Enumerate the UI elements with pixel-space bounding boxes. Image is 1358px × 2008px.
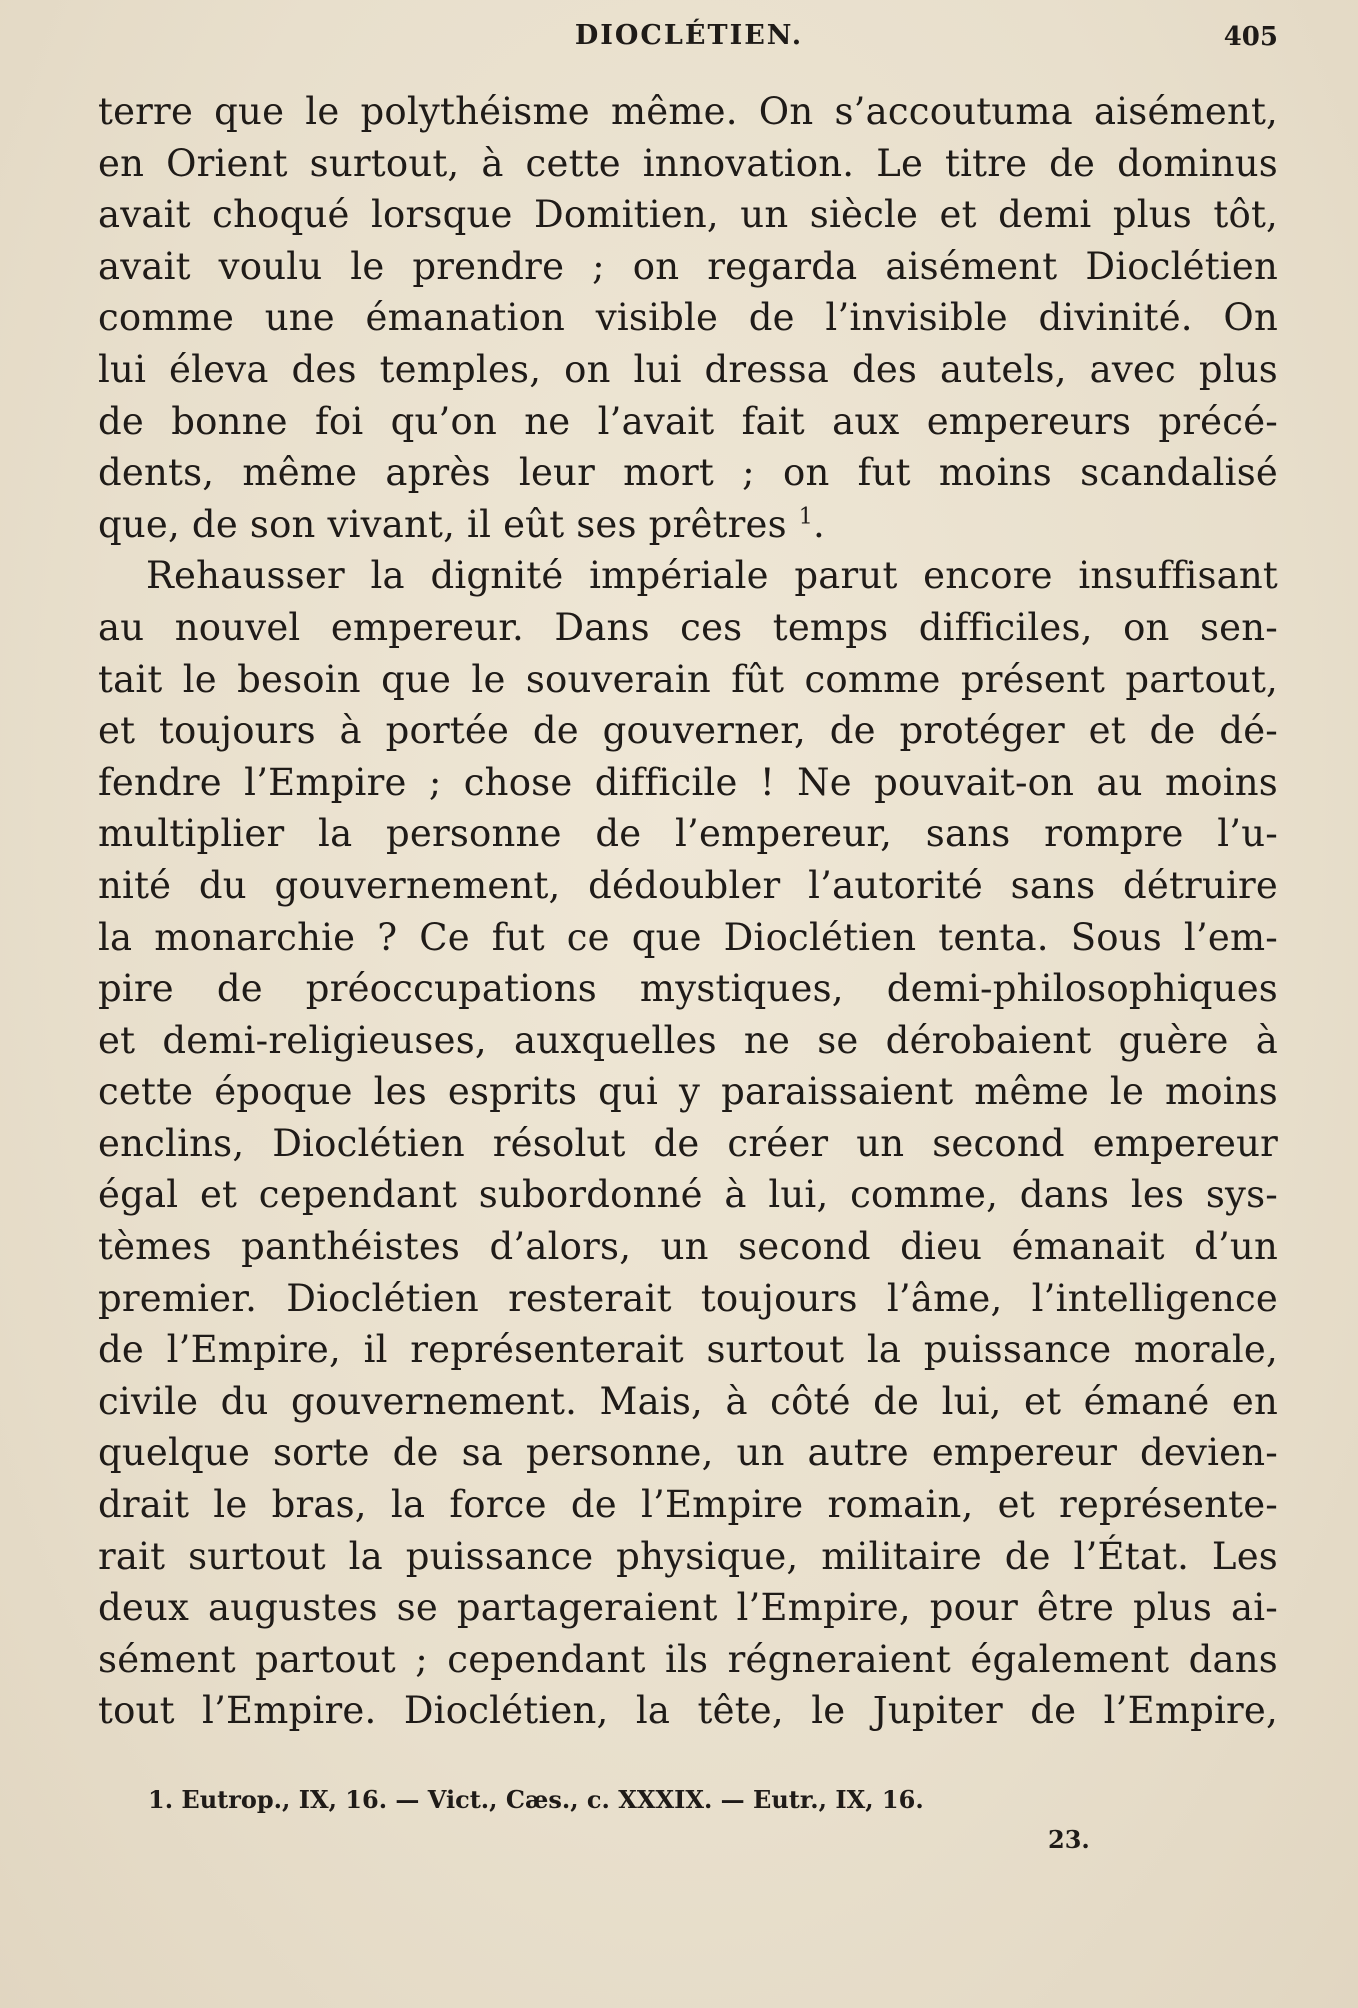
paragraph-2 [98, 550, 1278, 1737]
text-line: premier. Dioclétien resterait toujours l’âme, l’intelligence [98, 1276, 1278, 1320]
text-line: de bonne foi qu’on ne l’avait fait aux empereurs précé- [98, 399, 1278, 443]
text-line: rait surtout la puissance physique, militaire de l’État. Les [98, 1534, 1278, 1578]
text-line: civile du gouvernement. Mais, à côté de lui, et émané en [98, 1379, 1278, 1423]
text-line: dents, même après leur mort ; on fut moins scandalisé [98, 451, 1278, 495]
running-title: DIOCLÉTIEN. [574, 20, 804, 51]
footnote: 1. Eutrop., IX, 16. — Vict., Cæs., c. XXXIX. — Eutr., IX, 16. [148, 1785, 924, 1814]
footnote-reference: 1 [798, 504, 813, 530]
text-line: au nouvel empereur. Dans ces temps difficiles, on sen- [98, 605, 1278, 649]
text-line: Rehausser la dignité impériale parut encore insuffisant [146, 554, 1278, 598]
text-line: et demi-religieuses, auxquelles ne se dérobaient guère à [98, 1018, 1278, 1062]
text-line: égal et cependant subordonné à lui, comme, dans les sys- [98, 1173, 1278, 1217]
text-line: drait le bras, la force de l’Empire romain, et représente- [98, 1483, 1278, 1527]
text-line: en Orient surtout, à cette innovation. Le titre de dominus [98, 141, 1278, 185]
page-number: 405 [1223, 22, 1278, 52]
text-line: de l’Empire, il représenterait surtout la puissance morale, [98, 1328, 1278, 1372]
text-line: nité du gouvernement, dédoubler l’autorité sans détruire [98, 863, 1278, 907]
running-head [100, 16, 1278, 72]
text-line: lui éleva des temples, on lui dressa des autels, avec plus [98, 347, 1278, 391]
text-line: multiplier la personne de l’empereur, sans rompre l’u- [98, 812, 1278, 856]
text-line: tout l’Empire. Dioclétien, la tête, le Jupiter de l’Empire, [98, 1689, 1278, 1733]
text-line: terre que le polythéisme même. On s’accoutuma aisément, [98, 90, 1278, 133]
signature-mark: 23. [1048, 1825, 1090, 1854]
sentence-period: . [812, 502, 825, 546]
body-text [98, 86, 1278, 1737]
text-line-content: que, de son vivant, il eût ses prêtres [98, 502, 787, 546]
text-line: comme une émanation visible de l’invisible divinité. On [98, 296, 1278, 340]
text-line: pire de préoccupations mystiques, demi-philosophiques [98, 967, 1278, 1011]
text-line: avait choqué lorsque Domitien, un siècle et demi plus tôt, [98, 193, 1278, 237]
text-line [98, 499, 1278, 551]
text-line: sément partout ; cependant ils régneraient également dans [98, 1637, 1278, 1681]
text-line: cette époque les esprits qui y paraissaient même le moins [98, 1070, 1278, 1114]
paragraph-1 [98, 86, 1278, 550]
text-line: enclins, Dioclétien résolut de créer un second empereur [98, 1121, 1278, 1165]
text-line: et toujours à portée de gouverner, de protéger et de dé- [98, 709, 1278, 753]
text-line: avait voulu le prendre ; on regarda aisément Dioclétien [98, 244, 1278, 288]
text-line: deux augustes se partageraient l’Empire, pour être plus ai- [98, 1586, 1278, 1630]
text-line: fendre l’Empire ; chose difficile ! Ne pouvait-on au moins [98, 760, 1278, 804]
text-line: tait le besoin que le souverain fût comme présent partout, [98, 657, 1278, 701]
text-line: la monarchie ? Ce fut ce que Dioclétien tenta. Sous l’em- [98, 915, 1278, 959]
text-line: quelque sorte de sa personne, un autre empereur devien- [98, 1431, 1278, 1475]
text-line: tèmes panthéistes d’alors, un second dieu émanait d’un [98, 1225, 1278, 1269]
